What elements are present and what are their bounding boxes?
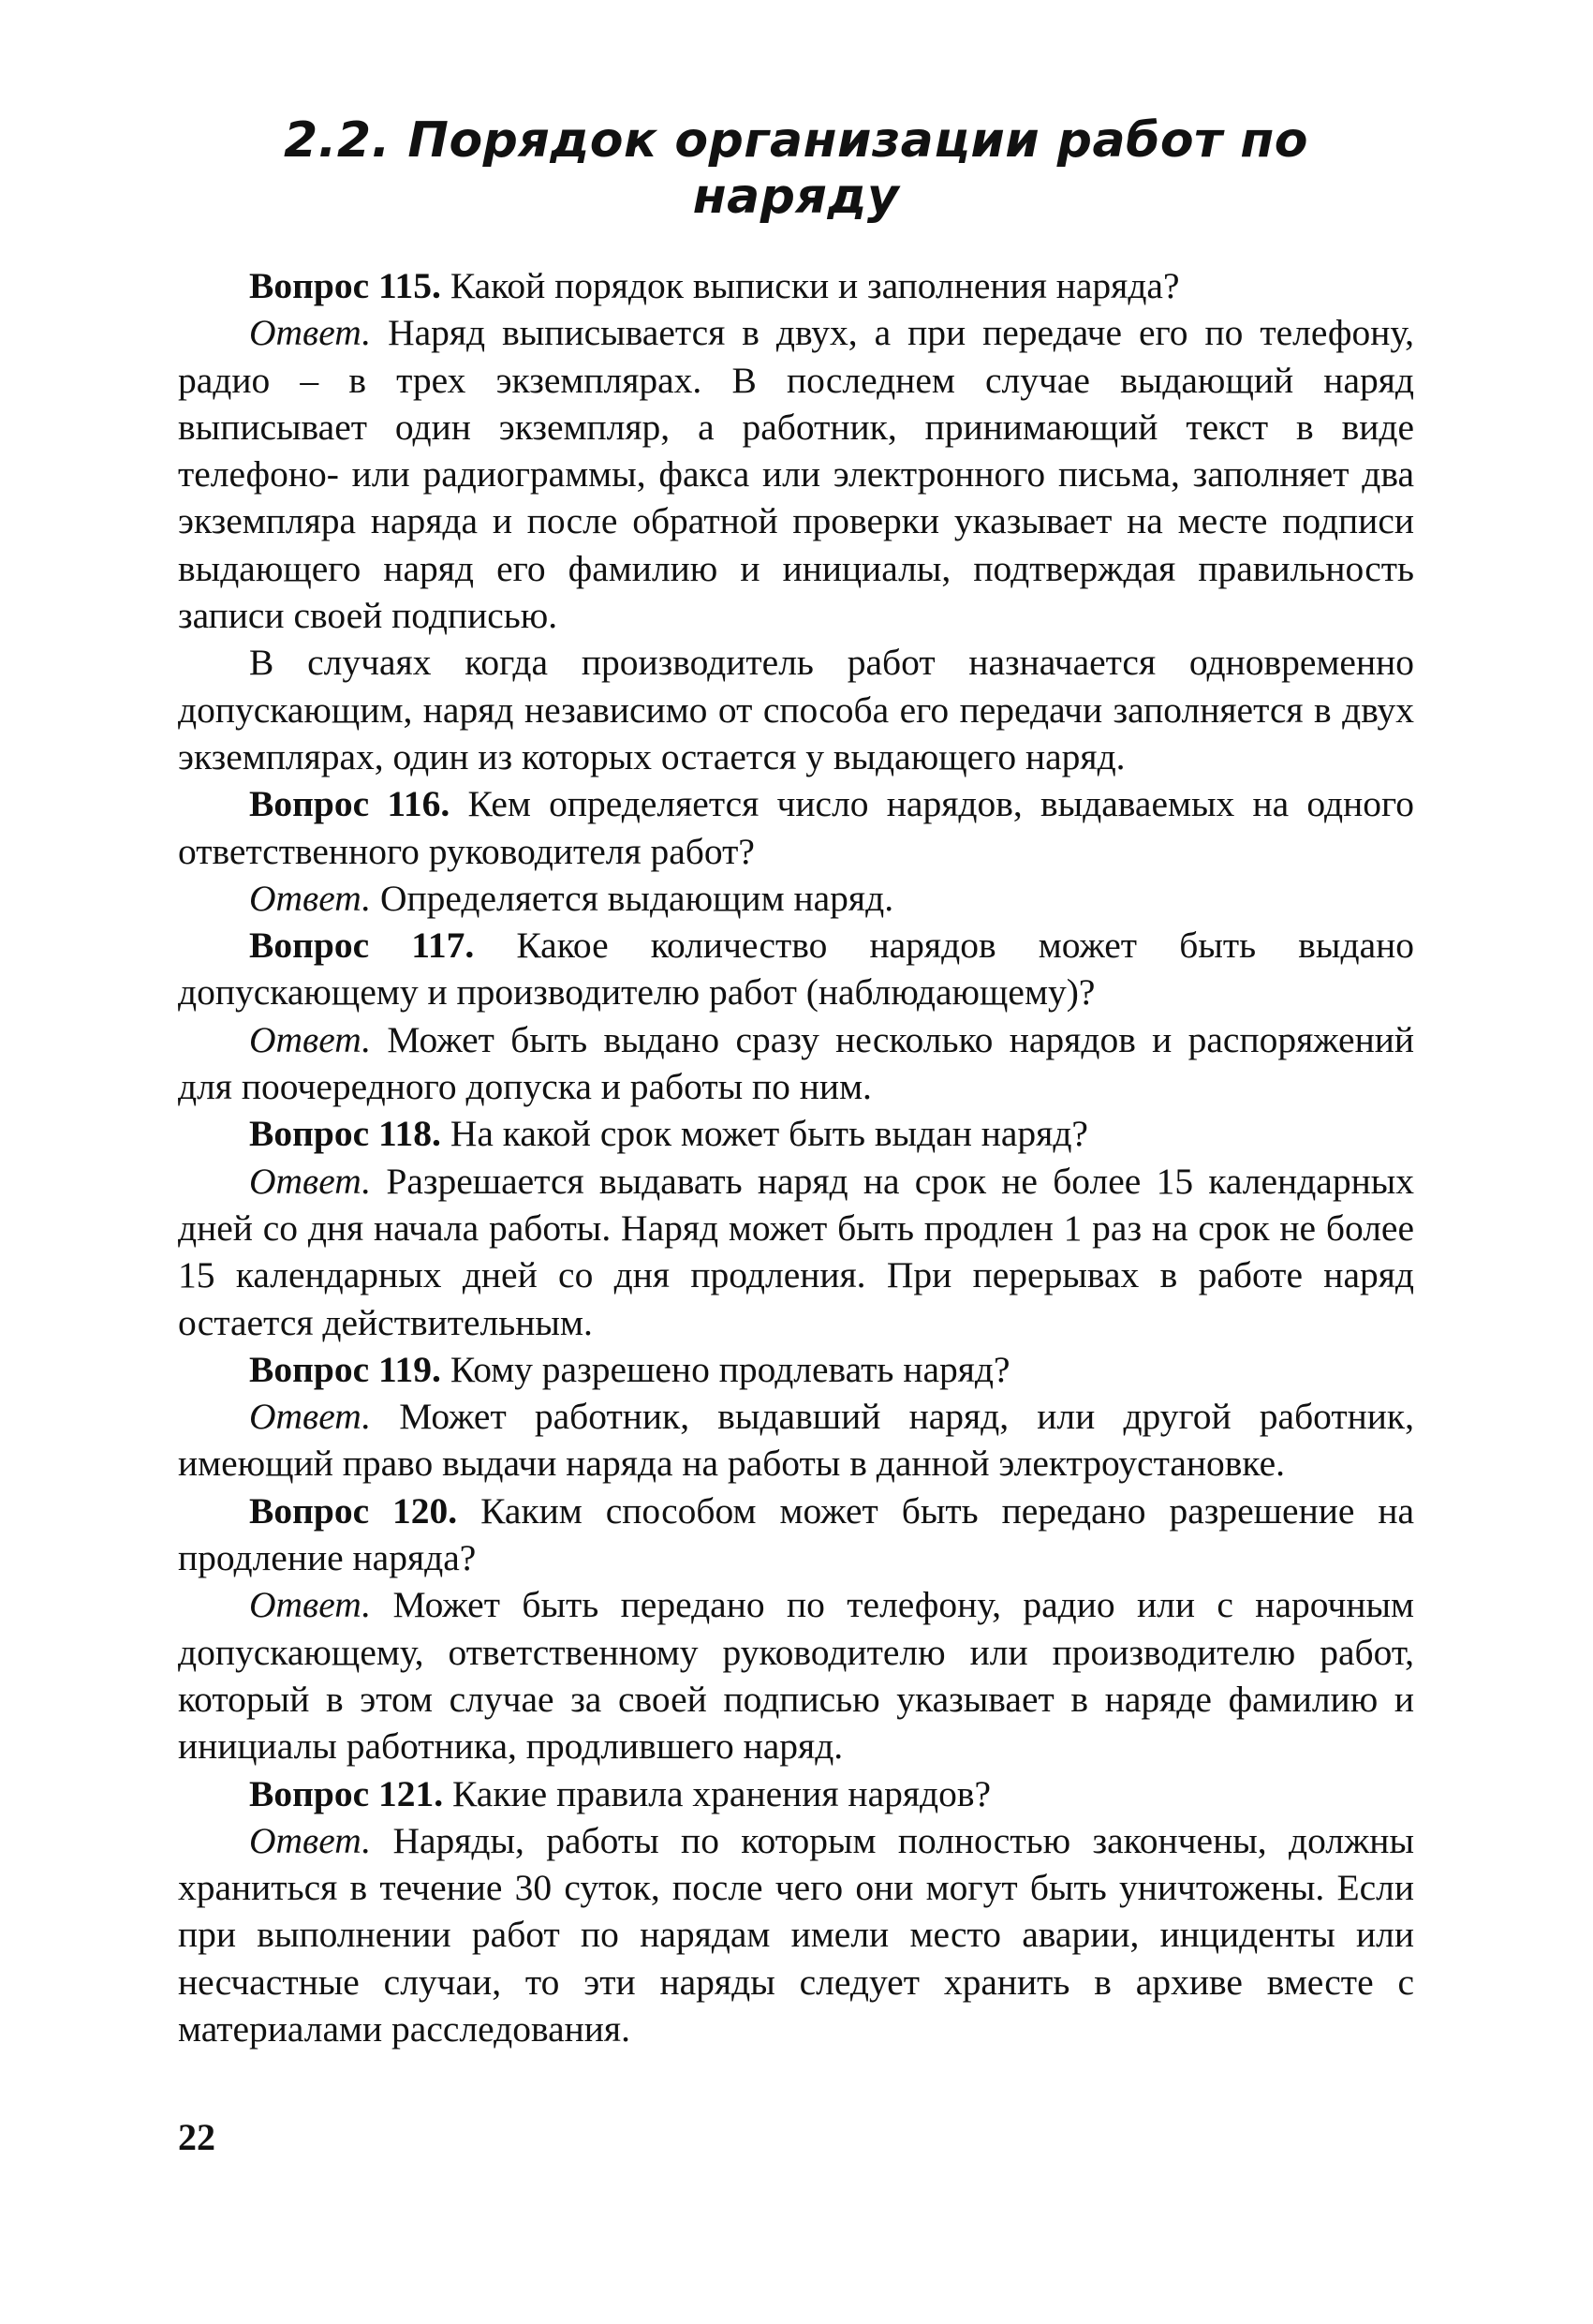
question-121 bbox=[178, 1770, 1414, 1817]
question-116 bbox=[178, 780, 1414, 875]
paragraph-text: В случаях когда производитель работ назначается одновременно допускающим, наряд независимо от способа его передачи заполняется в двух экземплярах, один из которых остается у выдающего наряд. bbox=[178, 642, 1414, 777]
answer-121 bbox=[178, 1817, 1414, 2052]
answer-text: Может быть передано по телефону, радио или с нарочным допускающему, ответственному руководителю или производителю работ, который в этом случае за своей подписью указывает в наряде фамилию и инициалы работника, продлившего наряд. bbox=[178, 1584, 1414, 1768]
answer-text: Может быть выдано сразу несколько нарядов и распоряжений для поочередного допуска и работы по ним. bbox=[178, 1018, 1414, 1108]
question-117 bbox=[178, 922, 1414, 1016]
answer-120 bbox=[178, 1581, 1414, 1769]
answer-text: Наряд выписывается в двух, а при передаче его по телефону, радио – в трех экземплярах. В последнем случае выдающий наряд выписывает один экземпляр, а работник, принимающий текст в виде телефоно- или радиограммы, факса или электронного письма, заполняет два экземпляра наряда и после обратной проверки указывает на месте подписи выдающего наряд его фамилию и инициалы, подтверждая правильность записи своей подписью. bbox=[178, 312, 1414, 637]
answer-119 bbox=[178, 1393, 1414, 1488]
question-label: Вопрос 118. bbox=[249, 1113, 441, 1155]
answer-label: Ответ. bbox=[249, 1584, 372, 1626]
answer-118 bbox=[178, 1158, 1414, 1346]
answer-label: Ответ. bbox=[249, 312, 372, 354]
answer-label: Ответ. bbox=[249, 1160, 372, 1202]
question-label: Вопрос 120. bbox=[249, 1489, 458, 1532]
question-115 bbox=[178, 262, 1414, 309]
question-text: На какой срок может быть выдан наряд? bbox=[440, 1113, 1088, 1155]
answer-label: Ответ. bbox=[249, 1018, 372, 1060]
paragraph-note bbox=[178, 639, 1414, 780]
answer-label: Ответ. bbox=[249, 877, 372, 919]
question-text: Какой порядок выписки и заполнения наряда? bbox=[440, 265, 1180, 306]
question-119 bbox=[178, 1346, 1414, 1393]
question-label: Вопрос 115. bbox=[249, 265, 441, 306]
question-label: Вопрос 119. bbox=[249, 1348, 441, 1390]
question-label: Вопрос 117. bbox=[249, 925, 475, 967]
question-label: Вопрос 116. bbox=[249, 783, 450, 825]
answer-text: Наряды, работы по которым полностью закончены, должны храниться в течение 30 суток, после чего они могут быть уничтожены. Если при выполнении работ по нарядам имели место аварии, инциденты или несчастные случаи, то эти наряды следует хранить в архиве вместе с материалами расследования. bbox=[178, 1819, 1414, 2050]
question-118 bbox=[178, 1110, 1414, 1157]
answer-label: Ответ. bbox=[249, 1396, 372, 1438]
answer-text: Определяется выдающим наряд. bbox=[371, 877, 894, 919]
question-text: Каким способом может быть передано разрешение на продление наряда? bbox=[178, 1489, 1414, 1579]
question-text: Кем определяется число нарядов, выдаваемых на одного ответственного руководителя работ? bbox=[178, 783, 1414, 872]
page-number: 22 bbox=[178, 2116, 215, 2158]
answer-117 bbox=[178, 1016, 1414, 1111]
section-title: 2.2. Порядок организации работ по наряду bbox=[283, 112, 1309, 225]
answer-text: Разрешается выдавать наряд на срок не более 15 календарных дней со дня начала работы. Наряд может быть продлен 1 раз на срок не более 15 календарных дней со дня продления. При перерывах в работе наряд остается действительным. bbox=[178, 1160, 1414, 1343]
question-text: Какое количество нарядов может быть выдано допускающему и производителю работ (наблюдающему)? bbox=[178, 925, 1414, 1014]
answer-115 bbox=[178, 309, 1414, 639]
answer-116 bbox=[178, 875, 1414, 922]
question-label: Вопрос 121. bbox=[249, 1772, 444, 1814]
answer-label: Ответ. bbox=[249, 1819, 372, 1861]
question-text: Кому разрешено продлевать наряд? bbox=[440, 1348, 1010, 1390]
question-120 bbox=[178, 1488, 1414, 1582]
page-content bbox=[178, 112, 1414, 2052]
question-text: Какие правила хранения нарядов? bbox=[443, 1772, 992, 1814]
answer-text: Может работник, выдавший наряд, или другой работник, имеющий право выдачи наряда на работы в данной электроустановке. bbox=[178, 1396, 1414, 1485]
